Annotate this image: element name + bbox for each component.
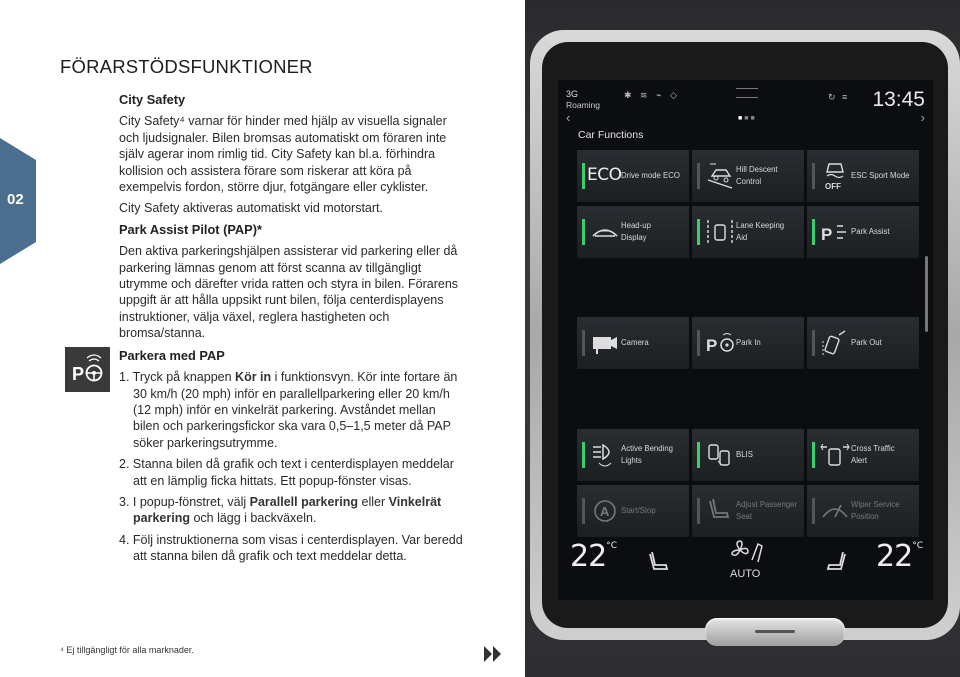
step-3 <box>119 494 464 527</box>
center-display-screen <box>558 80 933 600</box>
svg-text:P: P <box>821 225 833 244</box>
step3-c: eller <box>358 494 389 509</box>
step3-option-perpendicular: Vinkelrät parkering <box>133 494 442 526</box>
content-column <box>119 92 464 570</box>
right-seat-heat-icon[interactable] <box>823 549 849 573</box>
tile-label: Head-up Display <box>621 221 651 242</box>
screen-title: Car Functions <box>578 129 644 141</box>
page-indicator: ■■■ <box>738 115 757 122</box>
pap-heading: Park Assist Pilot (PAP)* <box>119 221 262 237</box>
right-temperature[interactable]: $22^{^\circ C}$ <box>876 539 923 574</box>
svg-text:A: A <box>600 504 610 519</box>
tile-label: Park Out <box>851 338 882 347</box>
step1-c: i funktionsvyn. Kör inte fortare än 30 km/h (20 mph) inför en parallellparkering eller 20 km/h (12 mph) inför en vinkelrät parkering. Avståndet mellan bilen och parkeringsfickor ska vara 0,5–1,5 meter då PAP söker parkeringsutrymme. <box>133 370 458 450</box>
tile-label: Adjust Passenger Seat <box>736 500 798 521</box>
tile-status-bar <box>697 498 700 524</box>
tile-label: Drive mode ECO <box>621 171 680 180</box>
tile-camera[interactable] <box>577 317 689 369</box>
tile-label: ESC Sport Mode <box>851 171 910 180</box>
step-2: 2. Stanna bilen då grafik och text i centerdisplayen meddelar att en lämplig ficka hittats. Ett popup-fönster visas. <box>119 457 454 488</box>
tile-status-bar <box>812 442 815 468</box>
svg-text:P: P <box>706 336 718 355</box>
step3-a: 3. I popup-fönstret, välj <box>119 494 250 509</box>
tile-label: BLIS <box>736 450 753 459</box>
tile-status-bar <box>697 163 700 189</box>
tile-head-up-display[interactable] <box>577 206 689 258</box>
step1-a: 1. Tryck på knappen <box>119 370 236 385</box>
tile-status-bar <box>812 498 815 524</box>
step3-e: och lägg i backväxeln. <box>189 511 317 526</box>
tile-esc-sport-mode[interactable] <box>807 150 919 202</box>
hill-descent-icon <box>704 160 736 192</box>
tile-park-assist[interactable] <box>807 206 919 258</box>
park-assist-icon <box>819 216 851 248</box>
tile-lane-keeping-aid[interactable] <box>692 206 804 258</box>
step1-button-name: Kör in <box>235 370 272 385</box>
fan-icon[interactable] <box>728 538 768 568</box>
left-temperature[interactable]: $22^{^\circ C}$ <box>570 539 617 574</box>
tile-status-bar <box>582 163 585 189</box>
scrollbar[interactable] <box>925 256 928 332</box>
city-safety-para2: City Safety aktiveras automatiskt vid motorstart. <box>119 201 383 216</box>
tile-drive-mode-eco[interactable] <box>577 150 689 202</box>
step3-option-parallel: Parallell parkering <box>249 494 359 509</box>
tile-cross-traffic-alert[interactable] <box>807 429 919 481</box>
head-up-icon <box>589 216 621 248</box>
blis-icon <box>704 439 736 471</box>
tile-label: Lane Keeping Aid <box>736 221 785 242</box>
tile-status-bar <box>582 442 585 468</box>
tile-blis[interactable] <box>692 429 804 481</box>
city-safety-para1: City Safety⁴ varnar för hinder med hjälp av visuella signaler och ljudsignaler. Bilen bromsas automatiskt om föraren inte själv agerar inom rimlig tid. City Safety kan bl.a. förhindra kollision och assistera förare som riskerar att köra på exempelvis fordon, större djur, fotgängare eller cyklister. <box>119 114 447 195</box>
status-icons-right: ↻ ≡ <box>828 92 850 102</box>
tile-park-in[interactable] <box>692 317 804 369</box>
tile-adjust-passenger-seat[interactable] <box>692 485 804 537</box>
tile-label: Active Bending Lights <box>621 444 674 465</box>
bending-light-icon <box>589 439 621 471</box>
camera-icon <box>589 327 621 359</box>
clock: 13:45 <box>872 88 925 111</box>
tile-park-out[interactable] <box>807 317 919 369</box>
tile-status-bar <box>812 219 815 245</box>
signal-indicator: 3G <box>566 89 579 99</box>
tile-status-bar <box>697 330 700 356</box>
park-assist-icon <box>65 347 110 392</box>
chevron-left-icon[interactable]: ‹ <box>566 110 571 125</box>
tile-label: Cross Traffic Alert <box>851 444 895 465</box>
chevron-right-icon[interactable]: › <box>920 110 925 125</box>
status-icons: ✱ ≋ ⌁ ◇ <box>624 90 680 100</box>
pap-para1: Den aktiva parkeringshjälpen assisterar vid parkering eller då parkering lämnas genom att först scanna av tillgängligt utrymme och därefter vrida ratten och styra in bilen. Förarens uppgift är att hålla uppsikt runt bilen, följa centerdisplayens instruktioner, välja växel, reglera hastigheten och bromsa/stanna. <box>119 244 459 341</box>
wiper-icon <box>819 495 851 527</box>
chapter-number: 02 <box>7 191 24 208</box>
step-1 <box>119 369 464 451</box>
seat-icon <box>704 495 736 527</box>
tile-label: Start/Stop <box>621 506 656 515</box>
footnote: ⁴ Ej tillgängligt för alla marknader. <box>60 645 194 655</box>
next-page-icon[interactable] <box>482 645 504 663</box>
tile-label: Park In <box>736 338 761 347</box>
lane-keeping-icon <box>704 216 736 248</box>
step-4: 4. Följ instruktionerna som visas i centerdisplayen. Var beredd att stanna bilen då grafik och text meddelar detta. <box>119 532 463 564</box>
pull-down-handle[interactable] <box>736 88 758 98</box>
tile-status-bar <box>697 219 700 245</box>
eco-icon: ECO <box>587 165 622 185</box>
section-title: FÖRARSTÖDSFUNKTIONER <box>60 56 313 77</box>
roaming-label: Roaming <box>566 100 601 110</box>
chapter-tab <box>0 138 36 264</box>
tile-start-stop[interactable] <box>577 485 689 537</box>
cross-traffic-icon <box>819 439 851 471</box>
svg-text:P: P <box>72 364 85 384</box>
home-button[interactable] <box>705 618 845 646</box>
climate-bar <box>558 535 933 600</box>
tile-label: Camera <box>621 338 649 347</box>
esc-off-icon <box>819 160 851 192</box>
tile-status-bar <box>697 442 700 468</box>
climate-auto-label[interactable]: AUTO <box>730 568 761 580</box>
tile-active-bending-lights[interactable] <box>577 429 689 481</box>
tile-status-bar <box>812 330 815 356</box>
tile-label: Park Assist <box>851 227 890 236</box>
tile-status-bar <box>582 219 585 245</box>
park-out-icon <box>819 327 851 359</box>
tile-status-bar <box>582 330 585 356</box>
tile-status-bar <box>812 163 815 189</box>
park-in-icon <box>704 327 736 359</box>
tile-status-bar <box>582 498 585 524</box>
start-stop-icon <box>589 495 621 527</box>
svg-text:OFF: OFF <box>825 182 841 191</box>
parkera-heading: Parkera med PAP <box>119 347 225 363</box>
city-safety-heading: City Safety <box>119 92 186 107</box>
tile-label: Hill Descent Control <box>736 165 778 186</box>
tile-label: Wiper Service Position <box>851 500 900 521</box>
tile-wiper-service-position[interactable] <box>807 485 919 537</box>
left-seat-heat-icon[interactable] <box>646 549 672 573</box>
tile-hill-descent-control[interactable] <box>692 150 804 202</box>
